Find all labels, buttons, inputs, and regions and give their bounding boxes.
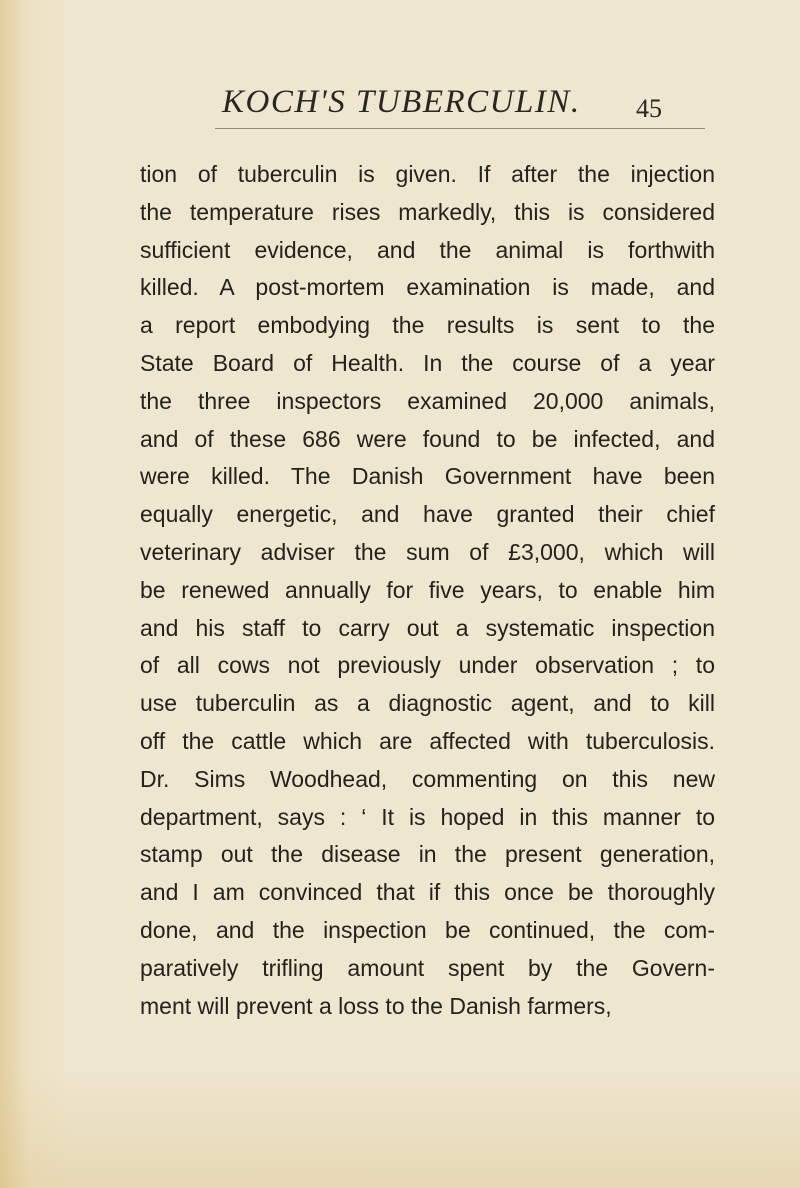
text-line: State Board of Health. In the course of a year	[140, 349, 715, 376]
text-line: paratively trifling amount spent by the Govern-	[140, 954, 715, 981]
text-line: ment will prevent a loss to the Danish farmers,	[140, 992, 612, 1019]
text-line: be renewed annually for five years, to enable him	[140, 576, 715, 603]
text-line: were killed. The Danish Government have been	[140, 463, 715, 490]
text-line: off the cattle which are affected with tuberculosis.	[140, 727, 715, 754]
header-rule	[215, 128, 705, 129]
text-line: Dr. Sims Woodhead, commenting on this new	[140, 765, 715, 792]
text-line: a report embodying the results is sent to the	[140, 312, 715, 339]
text-line: and of these 686 were found to be infected, and	[140, 425, 715, 452]
body-text	[140, 156, 715, 1025]
page-number: 45	[636, 94, 662, 123]
text-line: of all cows not previously under observation ; to	[140, 652, 715, 679]
text-line: the three inspectors examined 20,000 animals,	[140, 387, 715, 414]
text-line: use tuberculin as a diagnostic agent, and to kill	[140, 690, 715, 717]
text-line: department, says : ‘ It is hoped in this manner to	[140, 803, 715, 830]
text-line: and I am convinced that if this once be thoroughly	[140, 879, 715, 906]
text-line: and his staff to carry out a systematic inspection	[140, 614, 715, 641]
text-line: equally energetic, and have granted their chief	[140, 501, 715, 528]
text-line: stamp out the disease in the present generation,	[140, 841, 715, 868]
text-line: tion of tuberculin is given. If after the injection	[140, 161, 715, 187]
text-line: sufficient evidence, and the animal is forthwith	[140, 236, 715, 263]
text-line: veterinary adviser the sum of £3,000, which will	[140, 538, 715, 565]
text-line: killed. A post-mortem examination is made, and	[140, 274, 715, 301]
text-line: done, and the inspection be continued, the com-	[140, 916, 715, 943]
running-head	[0, 84, 800, 124]
running-title: KOCH'S TUBERCULIN.	[222, 84, 581, 120]
text-line: the temperature rises markedly, this is considered	[140, 198, 715, 225]
